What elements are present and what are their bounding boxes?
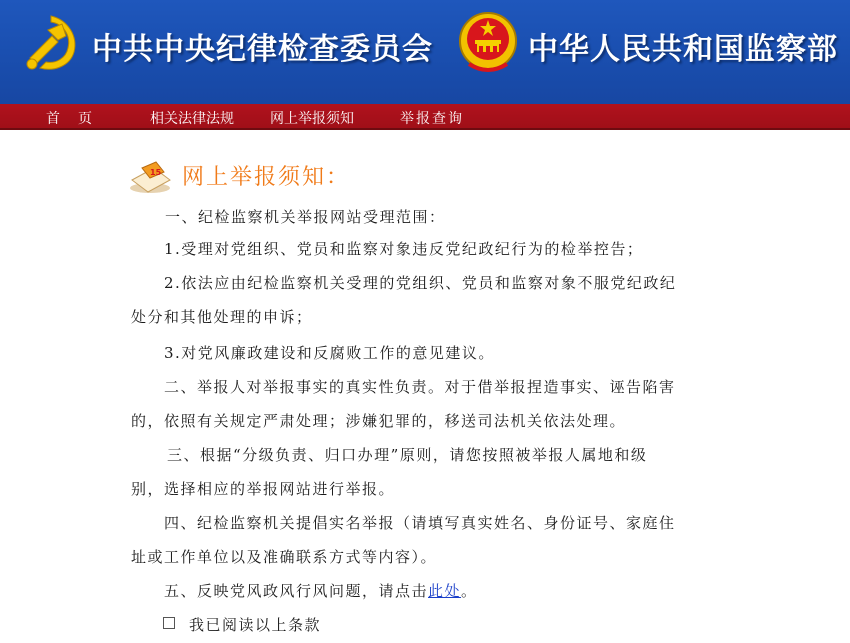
supervision-ministry-title: 中华人民共和国监察部 [528, 32, 838, 67]
style-issues-prefix: 五、反映党风政风行风问题，请点击 [164, 582, 429, 600]
notice-line: 的，依照有关规定严肃处理；涉嫌犯罪的，移送司法机关依法处理。 [131, 412, 627, 430]
nav-item-notice[interactable]: 网上举报须知 [270, 111, 354, 127]
notice-line: 三、根据“分级负责、归口办理”原则，请您按照被举报人属地和级 [167, 446, 648, 464]
nav-item-home[interactable]: 首页 [46, 111, 110, 127]
agree-checkbox[interactable] [163, 617, 175, 629]
national-emblem-icon [457, 10, 519, 76]
notice-line: 1.受理对党组织、党员和监察对象违反党纪政纪行为的检举控告； [164, 240, 644, 258]
agree-label[interactable]: 我已阅读以上条款 [189, 616, 322, 634]
notice-line: 2.依法应由纪检监察机关受理的党组织、党员和监察对象不服党纪政纪 [164, 274, 677, 292]
notice-line: 处分和其他处理的申诉； [131, 308, 313, 326]
agree-row [163, 614, 321, 636]
notice-line: 一、纪检监察机关举报网站受理范围： [165, 208, 446, 226]
notice-line: 3.对党风廉政建设和反腐败工作的意见建议。 [164, 344, 495, 362]
notice-line: 四、纪检监察机关提倡实名举报（请填写真实姓名、身份证号、家庭住 [164, 514, 676, 532]
notice-line: 别，选择相应的举报网站进行举报。 [131, 480, 396, 498]
notebook-icon [128, 158, 174, 194]
notice-line: 二、举报人对举报事实的真实性负责。对于借举报捏造事实、诬告陷害 [164, 378, 676, 396]
svg-text:15: 15 [150, 168, 162, 177]
main-nav [0, 104, 850, 130]
party-commission-title: 中共中央纪律检查委员会 [92, 32, 433, 67]
style-issues-suffix: 。 [461, 582, 478, 600]
party-emblem-icon [22, 12, 80, 76]
nav-item-laws[interactable]: 相关法律法规 [150, 111, 234, 127]
notice-line: 址或工作单位以及准确联系方式等内容）。 [131, 548, 438, 566]
notice-line-style-issues [164, 580, 478, 601]
notice-title: 网上举报须知： [182, 165, 351, 190]
notice-content [0, 130, 850, 643]
site-header [0, 0, 850, 104]
click-here-link[interactable]: 此处 [428, 582, 462, 600]
nav-item-query[interactable]: 举报查询 [400, 111, 464, 127]
